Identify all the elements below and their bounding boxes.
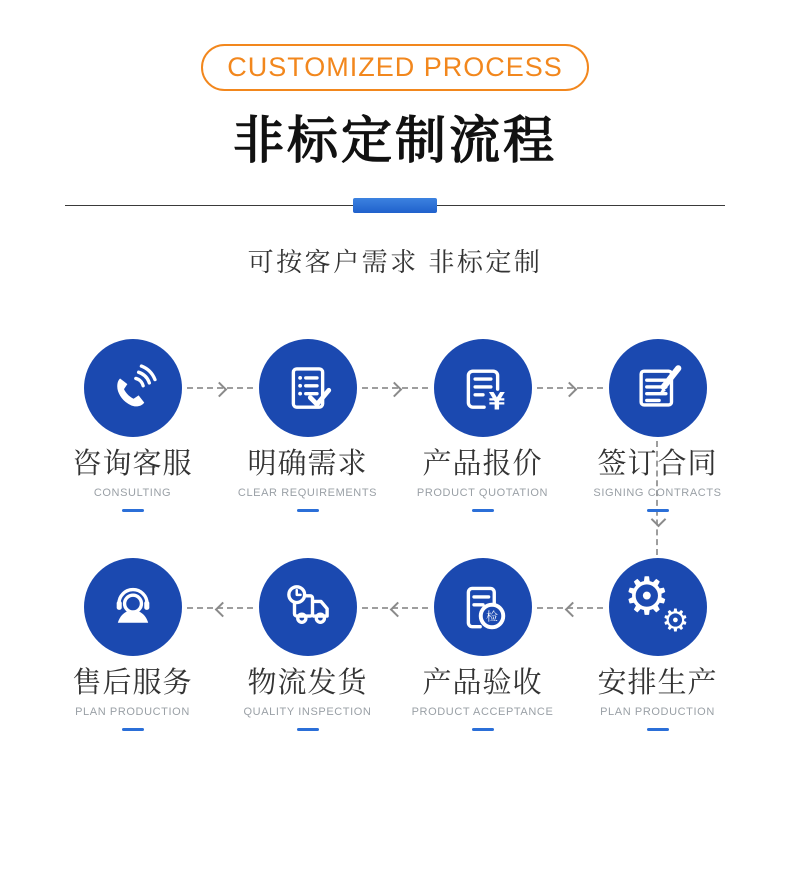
- step-label-zh: 安排生产: [597, 667, 718, 700]
- flow-row-1: [45, 339, 745, 512]
- arrow-right-icon: [362, 387, 428, 389]
- step-after-sales: [45, 558, 220, 731]
- step-label-en: CLEAR REQUIREMENTS: [237, 487, 378, 500]
- step-quotation: [395, 339, 570, 512]
- step-label-zh: 产品验收: [422, 667, 543, 700]
- step-accent-dash: [647, 509, 669, 512]
- step-accent-dash: [297, 509, 319, 512]
- flow-row-2: [45, 558, 745, 731]
- arrow-left-icon: [537, 607, 603, 609]
- step-label-zh: 售后服务: [72, 667, 193, 700]
- step-label-en: CONSULTING: [93, 487, 172, 500]
- step-production: [570, 558, 745, 731]
- step-label-en: SIGNING CONTRACTS: [593, 487, 722, 500]
- phone-consult-icon: [84, 339, 182, 437]
- step-accent-dash: [472, 509, 494, 512]
- page-title: 非标定制流程: [232, 112, 557, 169]
- delivery-truck-icon: [259, 558, 357, 656]
- step-label-zh: 签订合同: [597, 448, 718, 481]
- divider-accent-bar: [353, 198, 437, 213]
- headset-service-icon: [84, 558, 182, 656]
- step-acceptance: [395, 558, 570, 731]
- yen-symbol: ¥: [488, 387, 505, 416]
- step-label-zh: 物流发货: [247, 667, 368, 700]
- customized-process-section: [0, 44, 790, 880]
- subtitle: 可按客户需求 非标定制: [247, 247, 543, 278]
- step-label-en: PRODUCT QUOTATION: [416, 487, 549, 500]
- step-consulting: [45, 339, 220, 512]
- step-requirements: [220, 339, 395, 512]
- step-accent-dash: [122, 728, 144, 731]
- title-divider: [65, 198, 725, 213]
- gears-icon: [609, 558, 707, 656]
- step-accent-dash: [472, 728, 494, 731]
- step-label-en: PLAN PRODUCTION: [600, 706, 715, 719]
- arrow-left-icon: [187, 607, 253, 609]
- step-shipping: [220, 558, 395, 731]
- process-badge: CUSTOMIZED PROCESS: [201, 44, 589, 91]
- inspection-character: 检: [485, 609, 498, 624]
- arrow-right-icon: [187, 387, 253, 389]
- step-label-en: QUALITY INSPECTION: [243, 706, 372, 719]
- step-label-zh: 咨询客服: [72, 448, 193, 481]
- step-contract: [570, 339, 745, 512]
- inspection-doc-icon: [434, 558, 532, 656]
- gear-small-glyph: ⚙: [661, 603, 690, 640]
- step-accent-dash: [297, 728, 319, 731]
- checklist-icon: [259, 339, 357, 437]
- gear-large-glyph: ⚙: [623, 567, 671, 628]
- step-accent-dash: [122, 509, 144, 512]
- step-label-en: PRODUCT ACCEPTANCE: [411, 706, 554, 719]
- quotation-doc-icon: [434, 339, 532, 437]
- arrow-right-icon: [537, 387, 603, 389]
- step-accent-dash: [647, 728, 669, 731]
- process-flow: [45, 339, 745, 731]
- arrow-left-icon: [362, 607, 428, 609]
- step-label-zh: 明确需求: [247, 448, 368, 481]
- step-label-en: PLAN PRODUCTION: [75, 706, 190, 719]
- contract-sign-icon: [609, 339, 707, 437]
- step-label-zh: 产品报价: [422, 448, 543, 481]
